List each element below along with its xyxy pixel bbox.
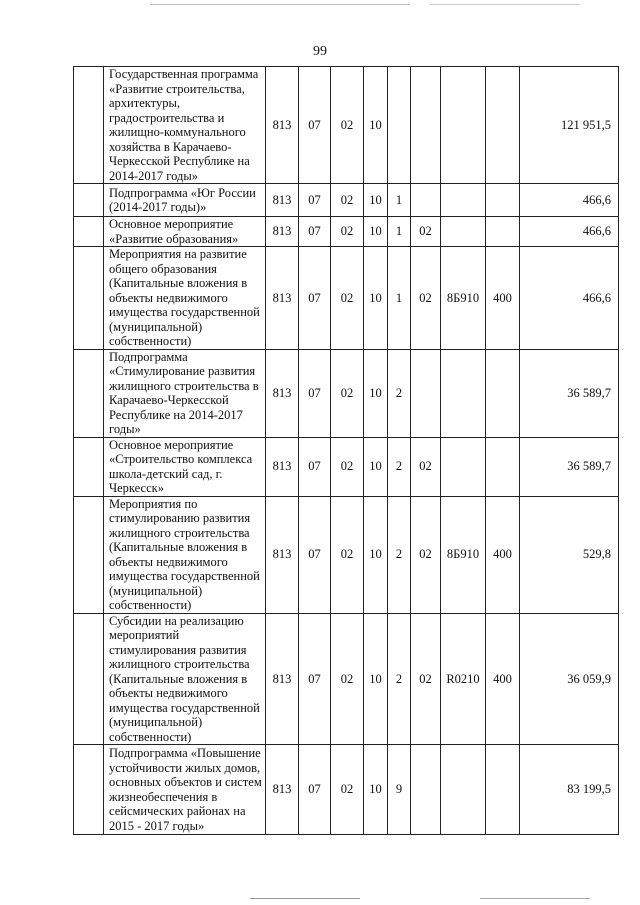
program-cell: 10 xyxy=(364,247,388,350)
code-cell: 813 xyxy=(266,745,299,835)
subprogram-cell: 2 xyxy=(388,349,411,437)
table-row xyxy=(74,437,619,496)
program-cell: 10 xyxy=(364,349,388,437)
table-row xyxy=(74,349,619,437)
amount-cell: 121 951,5 xyxy=(520,67,619,184)
page-number: 99 xyxy=(313,44,327,59)
activity-cell: 02 xyxy=(411,217,441,247)
amount-cell: 529,8 xyxy=(520,496,619,613)
subprogram-cell: 2 xyxy=(388,613,411,745)
direction-cell: R0210 xyxy=(441,613,486,745)
amount-cell: 466,6 xyxy=(520,247,619,350)
section-cell: 07 xyxy=(299,247,331,350)
amount-cell: 36 059,9 xyxy=(520,613,619,745)
activity-cell xyxy=(411,67,441,184)
expense-type-cell: 400 xyxy=(486,613,520,745)
direction-cell: 8Б910 xyxy=(441,247,486,350)
direction-cell xyxy=(441,745,486,835)
program-cell: 10 xyxy=(364,67,388,184)
code-cell: 813 xyxy=(266,247,299,350)
section-cell: 07 xyxy=(299,437,331,496)
table-row xyxy=(74,67,619,184)
table-row xyxy=(74,217,619,247)
activity-cell: 02 xyxy=(411,496,441,613)
direction-cell xyxy=(441,349,486,437)
amount-cell: 466,6 xyxy=(520,184,619,217)
item-name-cell: Подпрограмма «Юг России (2014-2017 годы)» xyxy=(104,184,266,217)
code-cell: 813 xyxy=(266,613,299,745)
subsection-cell: 02 xyxy=(331,437,364,496)
program-cell: 10 xyxy=(364,184,388,217)
expense-type-cell: 400 xyxy=(486,247,520,350)
table-row xyxy=(74,247,619,350)
expense-type-cell xyxy=(486,437,520,496)
expense-type-cell xyxy=(486,745,520,835)
item-name-cell: Подпрограмма «Повышение устойчивости жилых домов, основных объектов и систем жизнеобеспечения в сейсмических районах на 2015 - 2017 годы» xyxy=(104,745,266,835)
section-cell: 07 xyxy=(299,184,331,217)
expense-type-cell xyxy=(486,217,520,247)
direction-cell xyxy=(441,437,486,496)
subprogram-cell: 1 xyxy=(388,247,411,350)
table-row xyxy=(74,184,619,217)
subsection-cell: 02 xyxy=(331,745,364,835)
code-cell: 813 xyxy=(266,349,299,437)
section-cell: 07 xyxy=(299,217,331,247)
empty-cell xyxy=(74,613,104,745)
empty-cell xyxy=(74,217,104,247)
empty-cell xyxy=(74,349,104,437)
item-name-cell: Мероприятия по стимулированию развития жилищного строительства (Капитальные вложения в объекты недвижимого имущества государственной (муниципальной) собственности) xyxy=(104,496,266,613)
amount-cell: 466,6 xyxy=(520,217,619,247)
table-row xyxy=(74,745,619,835)
item-name-cell: Государственная программа «Развитие строительства, архитектуры, градостроительства и жилищно-коммунального хозяйства в Карачаево-Черкесской Республике на 2014-2017 годы» xyxy=(104,67,266,184)
empty-cell xyxy=(74,184,104,217)
item-name-cell: Подпрограмма «Стимулирование развития жилищного строительства в Карачаево-Черкесской Республике на 2014-2017 годы» xyxy=(104,349,266,437)
expense-type-cell xyxy=(486,184,520,217)
activity-cell xyxy=(411,349,441,437)
subprogram-cell: 1 xyxy=(388,217,411,247)
empty-cell xyxy=(74,745,104,835)
amount-cell: 36 589,7 xyxy=(520,437,619,496)
activity-cell xyxy=(411,745,441,835)
direction-cell: 8Б910 xyxy=(441,496,486,613)
direction-cell xyxy=(441,217,486,247)
activity-cell: 02 xyxy=(411,437,441,496)
code-cell: 813 xyxy=(266,67,299,184)
bottom-scan-line xyxy=(250,898,360,899)
table-row xyxy=(74,496,619,613)
section-cell: 07 xyxy=(299,496,331,613)
subsection-cell: 02 xyxy=(331,247,364,350)
activity-cell: 02 xyxy=(411,613,441,745)
code-cell: 813 xyxy=(266,184,299,217)
subsection-cell: 02 xyxy=(331,613,364,745)
empty-cell xyxy=(74,247,104,350)
program-cell: 10 xyxy=(364,217,388,247)
subsection-cell: 02 xyxy=(331,349,364,437)
code-cell: 813 xyxy=(266,496,299,613)
top-scan-line xyxy=(150,4,410,5)
subsection-cell: 02 xyxy=(331,217,364,247)
code-cell: 813 xyxy=(266,437,299,496)
item-name-cell: Основное мероприятие «Строительство комплекса школа-детский сад, г. Черкесск» xyxy=(104,437,266,496)
section-cell: 07 xyxy=(299,67,331,184)
subprogram-cell: 1 xyxy=(388,184,411,217)
activity-cell xyxy=(411,184,441,217)
direction-cell xyxy=(441,67,486,184)
activity-cell: 02 xyxy=(411,247,441,350)
program-cell: 10 xyxy=(364,613,388,745)
program-cell: 10 xyxy=(364,437,388,496)
subprogram-cell xyxy=(388,67,411,184)
bottom-scan-line xyxy=(480,898,590,899)
section-cell: 07 xyxy=(299,613,331,745)
item-name-cell: Основное мероприятие «Развитие образования» xyxy=(104,217,266,247)
budget-table xyxy=(73,66,619,835)
subprogram-cell: 2 xyxy=(388,496,411,613)
subprogram-cell: 9 xyxy=(388,745,411,835)
direction-cell xyxy=(441,184,486,217)
top-scan-line xyxy=(430,4,580,5)
subsection-cell: 02 xyxy=(331,67,364,184)
empty-cell xyxy=(74,496,104,613)
table-row xyxy=(74,613,619,745)
expense-type-cell xyxy=(486,67,520,184)
expense-type-cell: 400 xyxy=(486,496,520,613)
amount-cell: 36 589,7 xyxy=(520,349,619,437)
item-name-cell: Субсидии на реализацию мероприятий стимулирования развития жилищного строительства (Капитальные вложения в объекты недвижимого имущества государственной (муниципальной) собственности) xyxy=(104,613,266,745)
program-cell: 10 xyxy=(364,745,388,835)
empty-cell xyxy=(74,437,104,496)
section-cell: 07 xyxy=(299,349,331,437)
code-cell: 813 xyxy=(266,217,299,247)
item-name-cell: Мероприятия на развитие общего образования (Капитальные вложения в объекты недвижимого имущества государственной (муниципальной) собственности) xyxy=(104,247,266,350)
amount-cell: 83 199,5 xyxy=(520,745,619,835)
subsection-cell: 02 xyxy=(331,496,364,613)
expense-type-cell xyxy=(486,349,520,437)
subsection-cell: 02 xyxy=(331,184,364,217)
subprogram-cell: 2 xyxy=(388,437,411,496)
section-cell: 07 xyxy=(299,745,331,835)
program-cell: 10 xyxy=(364,496,388,613)
empty-cell xyxy=(74,67,104,184)
